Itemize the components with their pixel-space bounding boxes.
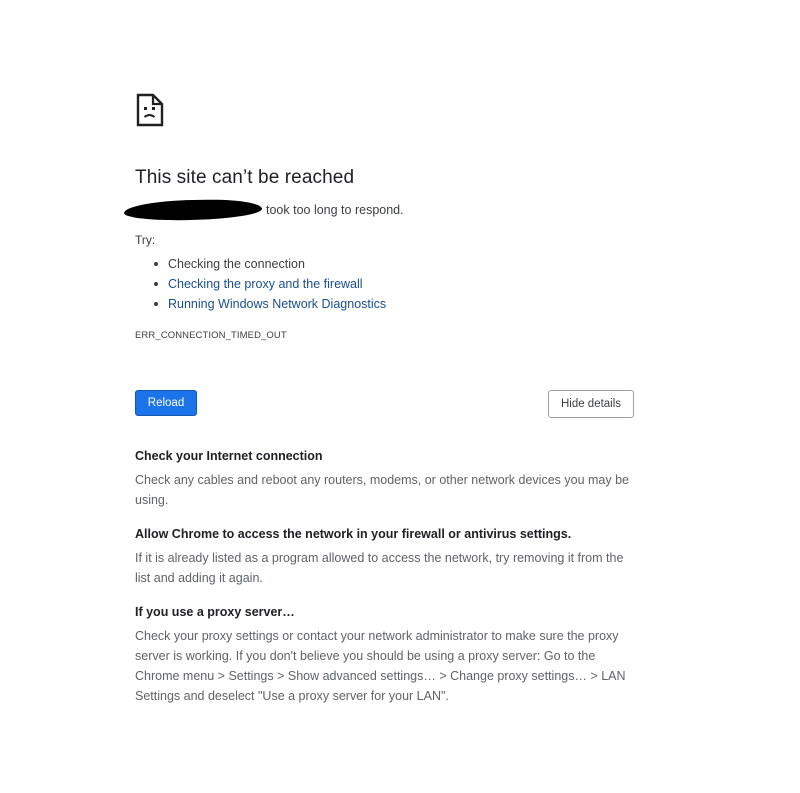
- error-summary: [135, 200, 635, 220]
- sad-page-icon: [135, 92, 165, 128]
- detail-heading: Allow Chrome to access the network in your firewall or antivirus settings.: [135, 527, 572, 541]
- error-page: [135, 92, 635, 703]
- error-summary-text: took too long to respond.: [266, 203, 404, 217]
- detail-body: If it is already listed as a program allowed to access the network, try removing it from the list and adding it again.: [135, 551, 624, 585]
- detail-body: Check your proxy settings or contact your network administrator to make sure the proxy server is working. If you don't believe you should be using a proxy server: Go to the Chrome menu > Settings > Show advanced settings… > Change proxy settings… > LAN Settings and deselect "Use a proxy server for your LAN".: [135, 629, 626, 703]
- suggestion-check-connection: Checking the connection: [154, 254, 635, 274]
- detail-heading: Check your Internet connection: [135, 449, 323, 463]
- detail-body: Check any cables and reboot any routers, modems, or other network devices you may be using.: [135, 473, 630, 507]
- reload-button[interactable]: Reload: [135, 390, 197, 416]
- button-row: [135, 390, 634, 418]
- error-code: ERR_CONNECTION_TIMED_OUT: [135, 330, 287, 341]
- hide-details-button[interactable]: Hide details: [548, 390, 634, 418]
- suggestion-check-proxy-firewall-link[interactable]: Checking the proxy and the firewall: [154, 274, 635, 294]
- page-title: This site can’t be reached: [135, 167, 355, 188]
- detail-heading: If you use a proxy server…: [135, 605, 295, 619]
- detail-firewall-antivirus: [135, 524, 635, 588]
- detail-internet-connection: [135, 446, 635, 510]
- detail-proxy-server: [135, 602, 635, 706]
- details-section: [135, 446, 635, 706]
- suggestion-network-diagnostics-link[interactable]: Running Windows Network Diagnostics: [154, 294, 635, 314]
- redacted-hostname: [124, 199, 262, 221]
- try-label: Try:: [135, 233, 156, 247]
- suggestions-list: [135, 254, 635, 314]
